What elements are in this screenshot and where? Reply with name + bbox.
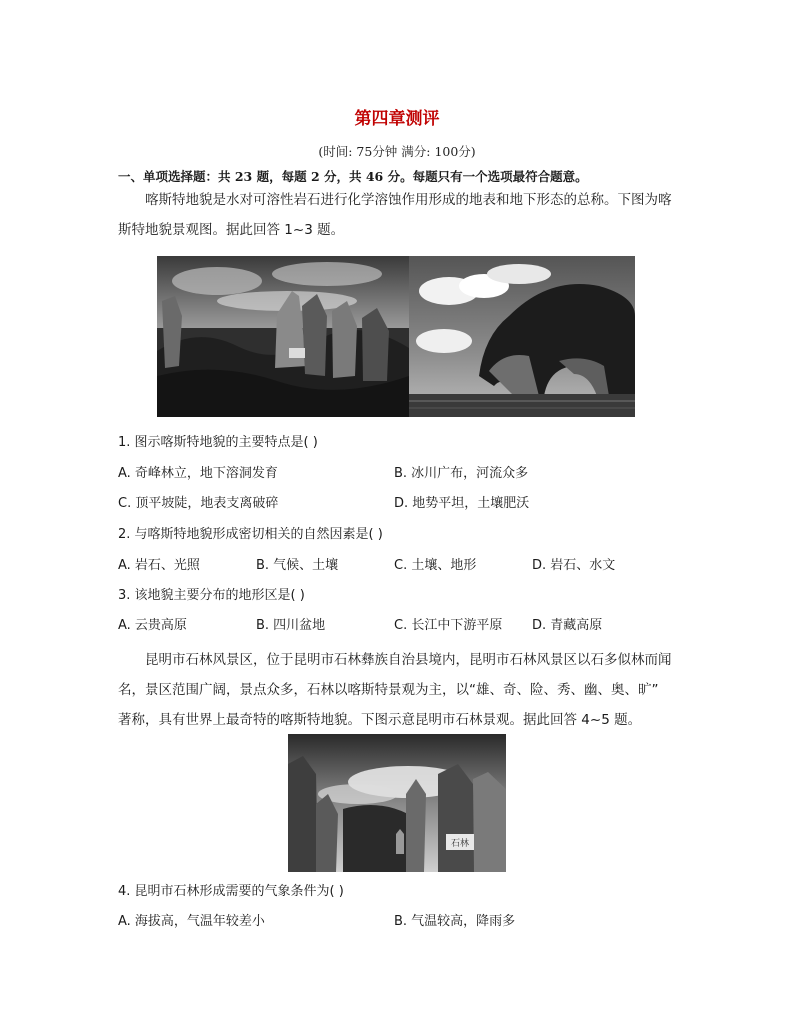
question-2-option-c[interactable]: C. 土壤、地形 bbox=[394, 558, 477, 573]
question-3-option-d[interactable]: D. 青藏高原 bbox=[532, 618, 603, 633]
passage-2-line-2: 名，景区范围广阔，景点众多，石林以喀斯特景观为主，以“雄、奇、险、秀、幽、奥、旷” bbox=[118, 682, 659, 698]
passage-1 bbox=[118, 185, 678, 245]
stone-forest-sign-photo bbox=[288, 734, 506, 872]
stone-forest-photo bbox=[157, 256, 409, 417]
elephant-trunk-hill-photo bbox=[409, 256, 635, 417]
question-2-stem: 2. 与喀斯特地貌形成密切相关的自然因素是( ) bbox=[118, 527, 383, 542]
section-heading: 一、单项选择题：共 23 题，每题 2 分，共 46 分。每题只有一个选项最符合题意。 bbox=[118, 169, 588, 184]
question-3-stem: 3. 该地貌主要分布的地形区是( ) bbox=[118, 588, 305, 603]
question-2-option-a[interactable]: A. 岩石、光照 bbox=[118, 558, 200, 573]
question-4-option-b[interactable]: B. 气温较高，降雨多 bbox=[394, 914, 516, 929]
question-4-stem: 4. 昆明市石林形成需要的气象条件为( ) bbox=[118, 884, 344, 899]
question-3-option-a[interactable]: A. 云贵高原 bbox=[118, 618, 187, 633]
question-1-option-c[interactable]: C. 顶平坡陡，地表支离破碎 bbox=[118, 496, 279, 511]
question-1-option-b[interactable]: B. 冰川广布，河流众多 bbox=[394, 466, 529, 481]
question-2-option-b[interactable]: B. 气候、土壤 bbox=[256, 558, 339, 573]
question-2-option-d[interactable]: D. 岩石、水文 bbox=[532, 558, 616, 573]
passage-2-line-1: 昆明市石林风景区，位于昆明市石林彝族自治县境内，昆明市石林风景区以石多似林而闻 bbox=[145, 652, 672, 668]
question-1-option-a[interactable]: A. 奇峰林立，地下溶洞发育 bbox=[118, 466, 278, 481]
question-1-stem: 1. 图示喀斯特地貌的主要特点是( ) bbox=[118, 435, 318, 450]
passage-1-line-1: 喀斯特地貌是水对可溶性岩石进行化学溶蚀作用形成的地表和地下形态的总称。下图为喀 bbox=[145, 192, 672, 208]
passage-2 bbox=[118, 645, 678, 735]
question-3-option-b[interactable]: B. 四川盆地 bbox=[256, 618, 326, 633]
passage-1-line-2: 斯特地貌景观图。据此回答 1~3 题。 bbox=[118, 222, 345, 238]
sign-text: 石林 bbox=[450, 839, 470, 849]
question-4-option-a[interactable]: A. 海拔高，气温年较差小 bbox=[118, 914, 265, 929]
question-3-option-c[interactable]: C. 长江中下游平原 bbox=[394, 618, 503, 633]
page-subtitle: (时间: 75分钟 满分: 100分) bbox=[318, 144, 476, 159]
page-title: 第四章测评 bbox=[354, 109, 440, 129]
passage-2-line-3: 著称，具有世界上最奇特的喀斯特地貌。下图示意昆明市石林景观。据此回答 4~5 题。 bbox=[118, 712, 642, 728]
question-1-option-d[interactable]: D. 地势平坦，土壤肥沃 bbox=[394, 496, 530, 511]
